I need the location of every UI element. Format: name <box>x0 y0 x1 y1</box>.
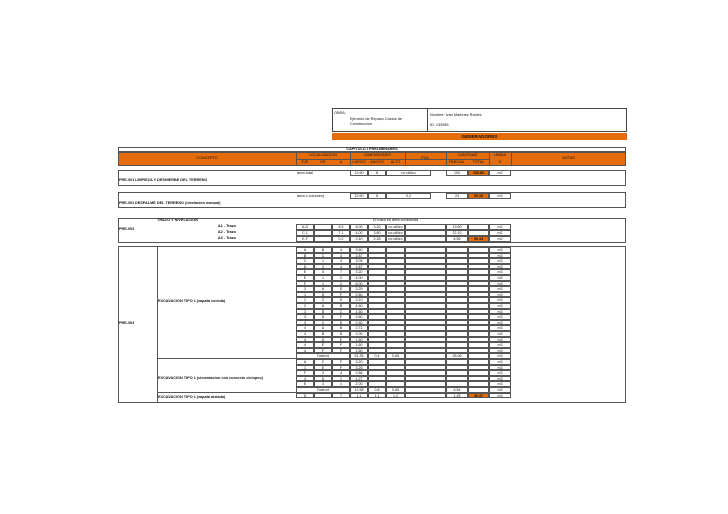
pre003-eje: A-D <box>296 224 314 230</box>
pre004-largo: 2.00 <box>350 381 368 387</box>
pre002-parcial: 24 <box>446 193 468 199</box>
col-parcial: PARCIAL <box>449 160 465 164</box>
pre001-alto: no utilizo <box>386 170 431 176</box>
pre003-unit: m2 <box>489 236 511 242</box>
obra-value-line1: Ejercicio de Repaso Costos de <box>350 117 402 121</box>
hdr-grid <box>296 159 489 160</box>
pre003-eje: C-1 <box>296 230 314 236</box>
pre004-eje: E <box>296 269 314 275</box>
pre004-a: E <box>332 337 350 343</box>
pre004-eje: 3 <box>296 309 314 315</box>
pre004-unit: m3 <box>489 303 511 309</box>
pre004-eje: 4 <box>296 337 314 343</box>
pre003-unit: m2 <box>489 230 511 236</box>
pre004-largo: 3.20 <box>350 269 368 275</box>
pre001-unit: m2 <box>489 170 511 176</box>
pre002-loc: área x volumen) <box>297 194 325 198</box>
pre004-a: F <box>332 292 350 298</box>
pre004-concepto-1: EXCAVACION TIPO 1 (zapata corrida) <box>158 299 226 303</box>
pre004-unit: m3 <box>489 376 511 382</box>
pre003-alto: no utilizo <box>386 236 405 242</box>
pre004-largo: 3.05 <box>350 258 368 264</box>
pre003-ancho: 3.20 <box>368 224 386 230</box>
pre004-unit: m3 <box>489 264 511 270</box>
pre002-ancho: 8 <box>368 193 386 199</box>
pre004-subtotal-alto: 0.65 <box>386 353 405 359</box>
pre003-ancho: 3.80 <box>368 230 386 236</box>
pre004-de: D <box>314 314 332 320</box>
pre002-concepto: DESPALME DEL TERRENO (nivelación manual) <box>135 201 221 205</box>
pre003-a: 7.1 <box>332 230 350 236</box>
pre004-eje: 1 <box>296 365 314 371</box>
col-de: DE <box>320 160 326 164</box>
col-localizacion: LOCALIZACION <box>309 153 337 157</box>
pre004-unit: m3 <box>489 314 511 320</box>
pre004-largo: 2.87 <box>350 264 368 270</box>
pre004-largo: 2.60 <box>350 292 368 298</box>
pre004-largo: 2.50 <box>350 320 368 326</box>
col-concepto: CONCEPTO <box>196 156 218 160</box>
pre004-subtotal-parcial: 26.06 <box>446 353 468 359</box>
pre004-unit: m3 <box>489 337 511 343</box>
pre004-largo: 3.25 <box>350 365 368 371</box>
col-eje: EJE <box>301 160 309 164</box>
pre004-unit: m3 <box>489 281 511 287</box>
pre004-eje: D <box>296 264 314 270</box>
pre004-unit: m3 <box>489 253 511 259</box>
pre004-unit: m3 <box>489 370 511 376</box>
pre004-de: B <box>314 309 332 315</box>
pre002-unit: m3 <box>489 193 511 199</box>
pre001-loc: área total <box>297 171 313 175</box>
pre004-a: 2 <box>332 281 350 287</box>
pre004-a: F <box>332 314 350 320</box>
pre002-total: 20.16 <box>468 193 489 199</box>
pre004-subtotal-largo: 51.35 <box>350 353 368 359</box>
pre004-largo: 6.00 <box>350 281 368 287</box>
pre004-de: C <box>314 253 332 259</box>
col-largo: LARGO <box>352 160 366 164</box>
pre004-de: 5 <box>314 269 332 275</box>
pre004-unit: m3 <box>489 359 511 365</box>
pre004-unit: m3 <box>489 309 511 315</box>
pre004-subtotal-label: Total ml <box>296 387 350 393</box>
pre004-eje: 1 <box>296 292 314 298</box>
pre004-largo: 1.60 <box>350 342 368 348</box>
student-id: ID: 133985 <box>430 123 449 127</box>
pre004-unit: m3 <box>489 292 511 298</box>
pre004-unit: m3 <box>489 320 511 326</box>
pre004-ancho: 1.1 <box>368 393 386 399</box>
pre004-a: 2 <box>332 275 350 281</box>
pre004-eje: 1 <box>296 297 314 303</box>
pre004-de: D <box>314 292 332 298</box>
pre003-pza <box>405 236 446 242</box>
pre004-largo: 1.27 <box>350 376 368 382</box>
pre004-subtotal-ancho: 0.8 <box>368 387 386 393</box>
pre004-pza <box>405 393 446 399</box>
pre003-row-label: A3 - Trazo <box>217 236 236 240</box>
pre004-largo: 3.10 <box>350 297 368 303</box>
pre004-unit: m3 <box>489 258 511 264</box>
pre004-largo: 1.50 <box>350 337 368 343</box>
pre004-eje: 4 <box>296 342 314 348</box>
pre004-unit: m3 <box>489 269 511 275</box>
col-notas: NOTAS <box>562 156 575 160</box>
pre004-de: C <box>314 297 332 303</box>
pre004-a: F <box>332 365 350 371</box>
pre004-de: B <box>314 247 332 253</box>
pre004-a: C <box>332 309 350 315</box>
pre004-eje: 3 <box>296 320 314 326</box>
pre004-eje: 3 <box>296 314 314 320</box>
pre004-a: 7 <box>332 269 350 275</box>
pre004-divider <box>157 392 296 393</box>
hdr-grid <box>511 152 512 166</box>
pre004-total: 30.47 <box>468 393 489 399</box>
col-total: TOTAL <box>472 160 485 164</box>
pre004-subtotal-largo: 12.58 <box>350 387 368 393</box>
pre004-eje: F <box>296 281 314 287</box>
pre004-unit: m3 <box>489 381 511 387</box>
pre004-largo: 2.86 <box>350 370 368 376</box>
pre004-alto: 1.2 <box>386 393 405 399</box>
pre004-largo: 4.60 <box>350 303 368 309</box>
pre003-total: 50.44 <box>468 236 489 242</box>
pre004-subtotal-alto: 0.65 <box>386 387 405 393</box>
pre004-de: F <box>314 348 332 354</box>
pre004-a: 7 <box>332 393 350 399</box>
pre004-eje: 4 <box>296 348 314 354</box>
col-a: A <box>339 160 343 164</box>
pre003-unit: m2 <box>489 224 511 230</box>
pre004-de <box>314 393 332 399</box>
col-pza: PZA <box>421 156 429 160</box>
obra-value-line2: Construcción <box>350 122 373 126</box>
pre004-de: E <box>314 365 332 371</box>
pre004-de: A <box>314 286 332 292</box>
pre004-a: 4 <box>332 247 350 253</box>
pre001-total: 100.80 <box>468 170 489 176</box>
pre004-a: D <box>332 297 350 303</box>
pre004-eje: C <box>296 258 314 264</box>
pre001-largo: 12.60 <box>350 170 368 176</box>
pre004-unit: m3 <box>489 275 511 281</box>
col-ancho: ANCHO <box>370 160 384 164</box>
pre004-eje: F <box>296 370 314 376</box>
pre004-largo: 2.60 <box>350 314 368 320</box>
pre004-divider <box>157 358 296 359</box>
pre003-a: 6.5 <box>332 224 350 230</box>
pre004-eje: 3 <box>296 286 314 292</box>
pre004-concepto-2: EXCAVACION TIPO 1 (cimentacion con concreto ciclopeo) <box>158 376 263 380</box>
pre004-largo: 3.20 <box>350 359 368 365</box>
chapter-title: CAPITULO I PRELIMINARES <box>346 147 398 151</box>
col-unidad-2: D <box>498 160 502 164</box>
pre004-eje: 2 <box>296 303 314 309</box>
pre004-unit: m3 <box>489 393 511 399</box>
pre003-ancho: 2.28 <box>368 236 386 242</box>
pre004-largo: 2.71 <box>350 325 368 331</box>
pre003-a: 0.2 <box>332 236 350 242</box>
pre004-de: C <box>314 359 332 365</box>
pre003-row-label: A1 - Trazo <box>217 224 236 228</box>
pre004-largo: 2.87 <box>350 253 368 259</box>
pre004-a: 4 <box>332 370 350 376</box>
pre004-a: D <box>332 286 350 292</box>
pre004-parcial: 1.45 <box>446 393 468 399</box>
pre004-unit: m3 <box>489 297 511 303</box>
pre004-de: D <box>314 376 332 382</box>
pre002-alto: 0.2 <box>386 193 431 199</box>
pre001-ancho: 8 <box>368 170 386 176</box>
pre004-largo: 1.50 <box>350 309 368 315</box>
pre004-unit: m3 <box>489 325 511 331</box>
pre004-largo: 3.60 <box>350 247 368 253</box>
pre004-eje: E <box>296 381 314 387</box>
pre004-de: A <box>314 325 332 331</box>
pre004-de: 3 <box>314 370 332 376</box>
pre004-largo: 1.1 <box>350 393 368 399</box>
pre001-parcial: 100 <box>446 170 468 176</box>
pre004-largo: 1.60 <box>350 348 368 354</box>
pre004-unit: m3 <box>489 342 511 348</box>
section-title: GENERADORES <box>461 134 498 139</box>
pre004-de: 3 <box>314 264 332 270</box>
pre004-unit: m3 <box>489 331 511 337</box>
pre004-a: B <box>332 303 350 309</box>
pre004-de: C <box>314 320 332 326</box>
hdr-grid <box>489 152 490 166</box>
pre004-subtotal-parcial: 6.54 <box>446 387 468 393</box>
pre004-a: 4 <box>332 264 350 270</box>
col-dimensiones: DIMENSIONES <box>364 153 391 157</box>
pre004-de: 1 <box>314 281 332 287</box>
pre004-a: 1 <box>332 381 350 387</box>
pre004-a: 1 <box>332 376 350 382</box>
pre004-de: B <box>314 331 332 337</box>
pre003-concepto: TRAZO Y NIVELACION <box>157 218 198 222</box>
pre004-a: F <box>332 342 350 348</box>
pre004-a: F <box>332 359 350 365</box>
pre004-unit: m3 <box>489 348 511 354</box>
pre004-subtotal-unit: m3 <box>489 353 511 359</box>
pre004-a: 4 <box>332 253 350 259</box>
pre004-de: 1 <box>314 258 332 264</box>
pre003-alto: no utilizo <box>386 230 405 236</box>
pre002-largo: 12.60 <box>350 193 368 199</box>
pre004-eje: 4 <box>296 331 314 337</box>
pre004-unit: m3 <box>489 365 511 371</box>
pre003-parcial: 6.56 <box>446 236 468 242</box>
pre001-concepto: LIMPIEZA Y DESHIERBE DEL TERRENO <box>135 178 208 182</box>
pre004-eje: 4 <box>296 376 314 382</box>
pre004-largo: 4.00 <box>350 275 368 281</box>
pre004-de: 3 <box>314 381 332 387</box>
pre004-unit: m3 <box>489 247 511 253</box>
col-unidad: UNIDA <box>494 153 506 157</box>
col-alto: ALTO <box>390 160 401 164</box>
pre003-note: El trazo es área construida <box>373 218 419 222</box>
pre004-eje: A <box>296 359 314 365</box>
pre004-subtotal-unit: m3 <box>489 387 511 393</box>
pre003-row-label: A2 - Trazo <box>217 230 236 234</box>
pre004-eje: 4 <box>296 325 314 331</box>
pre004-de: A <box>314 303 332 309</box>
pre003-largo: 4.00 <box>350 230 368 236</box>
pre004-largo: 3.25 <box>350 286 368 292</box>
pre004-concepto-3: EXCAVACION TIPO 1 (zapata aislada) <box>158 395 226 399</box>
pre004-de: 1 <box>314 275 332 281</box>
pre004-a: 4 <box>332 258 350 264</box>
pre003-parcial: 22.10 <box>446 230 468 236</box>
pre003-largo: 2.40 <box>350 236 368 242</box>
student-name: Nombre: Ivan Martínez Robles <box>430 113 482 117</box>
pre003-de <box>314 236 332 242</box>
pre004-code: PRE-004 <box>119 321 135 325</box>
pre004-eje: E <box>296 275 314 281</box>
pre004-de: D <box>314 337 332 343</box>
pre004-subtotal-label: Total ml <box>296 353 350 359</box>
col-cantidad: CANTIDAD <box>457 153 478 157</box>
pre003-alto: no utilizo <box>386 224 405 230</box>
pre004-eje: D <box>296 393 314 399</box>
obra-label: OBRA: <box>334 111 346 115</box>
pre004-a: D <box>332 320 350 326</box>
pre004-eje: B <box>296 253 314 259</box>
pre004-eje: A <box>296 247 314 253</box>
pre004-de: E <box>314 342 332 348</box>
pre004-largo: 2.00 <box>350 331 368 337</box>
pre004-a: F <box>332 348 350 354</box>
pre004-a: D <box>332 331 350 337</box>
pre002-code: PRE-002 <box>119 201 135 205</box>
pre004-subtotal-ancho: 0.4 <box>368 353 386 359</box>
pre001-code: PRE-001 <box>119 178 135 182</box>
pre004-unit: m3 <box>489 286 511 292</box>
pre003-largo: 8.00 <box>350 224 368 230</box>
pre003-eje: E-F <box>296 236 314 242</box>
pre003-code: PRE-003 <box>119 227 135 231</box>
pre003-parcial: 19.60 <box>446 224 468 230</box>
pre004-a: B <box>332 325 350 331</box>
